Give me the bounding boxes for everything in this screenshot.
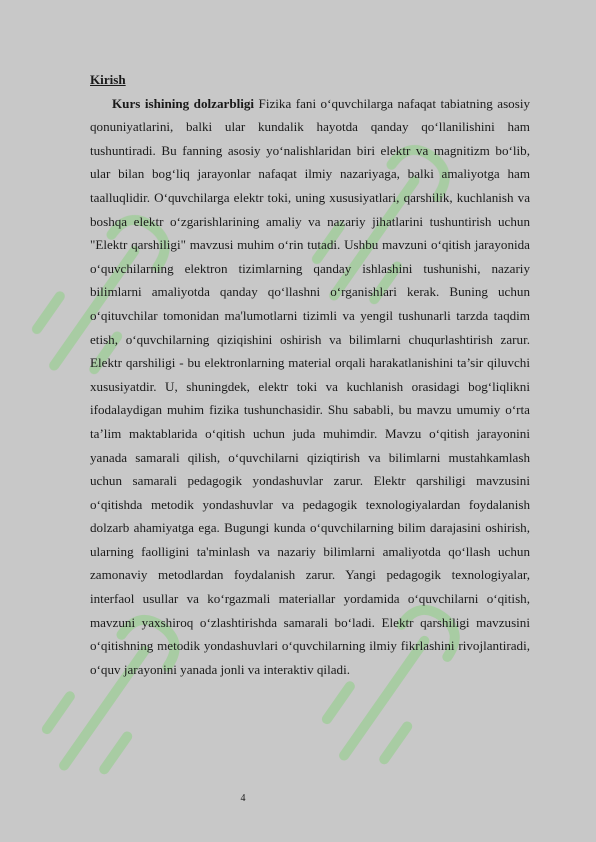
document-body <box>90 68 530 681</box>
section-heading: Kirish <box>90 72 126 87</box>
paragraph-text: Fizika fani o‘quvchilarga nafaqat tabiatning asosiy qonuniyatlarini, balki ular kundalik hayotda qanday qo‘llanilishini ham tushuntiradi. Bu fanning asosiy yo‘nalishlaridan biri elektr va magnitizm bo‘lib, ular bilan bog‘liq jarayonlar nafaqat ilmiy nazariyaga, balki amaliyotga ham taalluqlidir. O‘quvchilarga elektr toki, uning xususiyatlari, qarshilik, kuchlanish va boshqa elektr o‘zgarishlarining amaliy va nazariy jihatlarini tushuntirish uchun "Elektr qarshiligi" mavzusi muhim o‘rin tutadi. Ushbu mavzuni o‘qitish jarayonida o‘quvchilarning elektron tizimlarning qanday ishlashini tushunishi, nazariy bilimlarni amaliyotda qanday qo‘llashni o‘rganishlari kerak. Buning uchun o‘qituvchilar tomonidan ma'lumotlarni tizimli va yengil tushunarli tarzda taqdim etish, o‘quvchilarning qiziqishini oshirish va bilimlarni chuqurlashtirish zarur. Elektr qarshiligi - bu elektronlarning material orqali harakatlanishini ta’sir qiluvchi xususiyatdir. U, shuningdek, elektr toki va kuchlanish orasidagi bog‘liqlikni ifodalaydigan muhim fizika tushunchasidir. Shu sababli, bu mavzu umumiy o‘rta ta’lim maktablarida o‘qitish uchun juda muhimdir. Mavzu o‘qitish jarayonini yanada samarali qilish, o‘quvchilarni qiziqtirish va bilimlarni mustahkamlash uchun samarali pedagogik yondashuvlar zarur. Elektr qarshiligi mavzusini o‘qitishda metodik yondashuvlar va pedagogik texnologiyalardan foydalanish dolzarb ahamiyatga ega. Bugungi kunda o‘quvchilarning bilim darajasini oshirish, ularning faolligini ta'minlash va nazariy bilimlarni amaliyotda qo‘llash uchun zamonaviy metodlardan foydalanish zarur. Yangi pedagogik texnologiyalar, interfaol usullar va ko‘rgazmali materiallar yordamida o‘quvchilarni o‘qitish, mavzuni yaxshiroq o‘zlashtirishda samarali bo‘ladi. Elektr qarshiligi mavzusini o‘qitishning metodik yondashuvlari o‘quvchilarning ilmiy fikrlashini rivojlantiradi, o‘quv jarayonini yanada jonli va interaktiv qiladi. <box>90 95 531 677</box>
page-number: 4 <box>240 793 246 804</box>
intro-paragraph <box>90 92 530 682</box>
lead-in-phrase: Kurs ishining dolzarbligi <box>112 95 255 111</box>
